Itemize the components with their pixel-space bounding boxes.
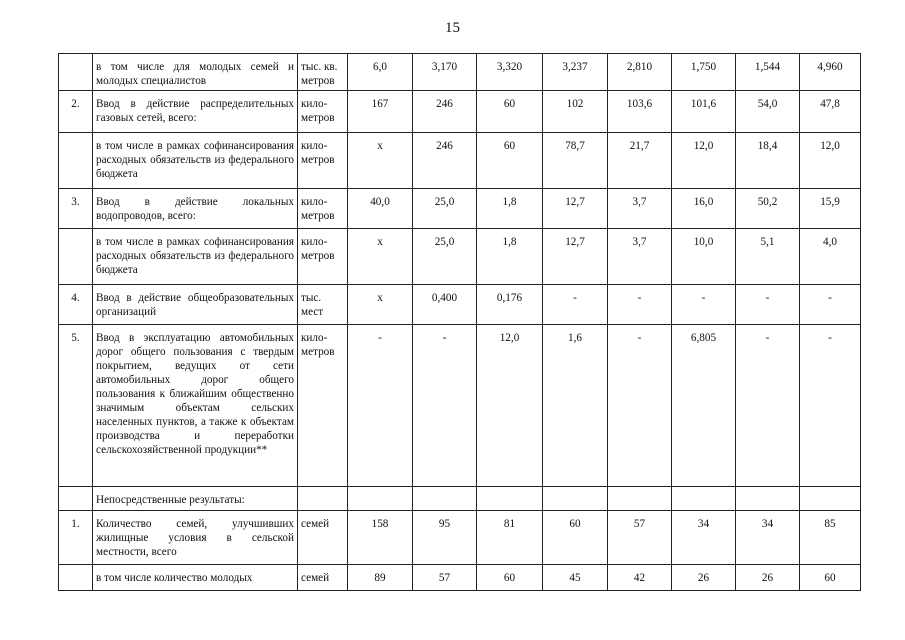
value-cell: 4,960	[800, 54, 861, 91]
value-cell: -	[413, 325, 477, 487]
value-cell: 15,9	[800, 189, 861, 229]
value-cell: 3,7	[608, 189, 672, 229]
value-cell: 0,400	[413, 285, 477, 325]
value-cell: 103,6	[608, 91, 672, 133]
value-cell: 5,1	[736, 229, 800, 285]
value-cell: 60	[800, 565, 861, 591]
value-cell: 0,176	[477, 285, 543, 325]
value-cell: х	[348, 229, 413, 285]
value-cell: 2,810	[608, 54, 672, 91]
unit-of-measure: семей	[298, 511, 348, 565]
value-cell: 60	[477, 91, 543, 133]
value-cell	[477, 487, 543, 511]
indicator-description: Непосредственные результаты:	[93, 487, 298, 511]
unit-of-measure: тыс. мест	[298, 285, 348, 325]
table-row	[59, 487, 861, 511]
row-number: 2.	[59, 91, 93, 133]
table-row	[59, 229, 861, 285]
value-cell: 1,750	[672, 54, 736, 91]
value-cell: 12,0	[800, 133, 861, 189]
indicator-description: в том числе для молодых семей и молодых специалистов	[93, 54, 298, 91]
value-cell: 4,0	[800, 229, 861, 285]
unit-of-measure: кило-метров	[298, 325, 348, 487]
value-cell: 78,7	[543, 133, 608, 189]
table-row	[59, 133, 861, 189]
table-row	[59, 565, 861, 591]
value-cell	[543, 487, 608, 511]
unit-of-measure: кило-метров	[298, 189, 348, 229]
unit-of-measure: кило-метров	[298, 91, 348, 133]
value-cell: 6,0	[348, 54, 413, 91]
unit-of-measure: кило-метров	[298, 229, 348, 285]
value-cell: -	[543, 285, 608, 325]
table-row	[59, 285, 861, 325]
value-cell: 167	[348, 91, 413, 133]
indicator-description: Ввод в действие распределительных газовых сетей, всего:	[93, 91, 298, 133]
value-cell: -	[800, 325, 861, 487]
row-number	[59, 133, 93, 189]
indicator-description: Ввод в действие общеобразовательных организаций	[93, 285, 298, 325]
value-cell: 60	[477, 133, 543, 189]
value-cell: -	[608, 325, 672, 487]
unit-of-measure	[298, 487, 348, 511]
value-cell	[348, 487, 413, 511]
value-cell: 3,320	[477, 54, 543, 91]
value-cell: х	[348, 133, 413, 189]
table-row	[59, 91, 861, 133]
value-cell	[736, 487, 800, 511]
row-number: 3.	[59, 189, 93, 229]
value-cell: 81	[477, 511, 543, 565]
value-cell: 50,2	[736, 189, 800, 229]
indicator-description: Ввод в эксплуатацию автомобильных дорог общего пользования с твердым покрытием, ведущих от сети автомобильных дорог общего пользования к ближайшим общественно значимым объектам сельских населенных пунктов, а также к объектам производства и переработки сельскохозяйственной продукции**	[93, 325, 298, 487]
value-cell: 34	[736, 511, 800, 565]
value-cell: -	[672, 285, 736, 325]
unit-of-measure: тыс. кв. метров	[298, 54, 348, 91]
value-cell: 45	[543, 565, 608, 591]
value-cell: 40,0	[348, 189, 413, 229]
value-cell: 60	[543, 511, 608, 565]
value-cell: 10,0	[672, 229, 736, 285]
value-cell: 26	[672, 565, 736, 591]
table-row	[59, 189, 861, 229]
indicator-description: Количество семей, улучшивших жилищные условия в сельской местности, всего	[93, 511, 298, 565]
value-cell: -	[608, 285, 672, 325]
value-cell: 54,0	[736, 91, 800, 133]
value-cell: 89	[348, 565, 413, 591]
value-cell: 57	[413, 565, 477, 591]
table-row	[59, 325, 861, 487]
value-cell: 12,7	[543, 189, 608, 229]
value-cell: 25,0	[413, 189, 477, 229]
indicator-description: в том числе в рамках софинансирования расходных обязательств из федерального бюджета	[93, 229, 298, 285]
indicator-description: в том числе количество молодых	[93, 565, 298, 591]
table-row	[59, 54, 861, 91]
value-cell	[672, 487, 736, 511]
page-number: 15	[445, 20, 460, 36]
row-number	[59, 565, 93, 591]
row-number	[59, 229, 93, 285]
value-cell: 21,7	[608, 133, 672, 189]
table-row	[59, 511, 861, 565]
value-cell: -	[800, 285, 861, 325]
unit-of-measure: семей	[298, 565, 348, 591]
value-cell: 101,6	[672, 91, 736, 133]
value-cell: 16,0	[672, 189, 736, 229]
value-cell: 3,237	[543, 54, 608, 91]
row-number: 5.	[59, 325, 93, 487]
unit-of-measure: кило-метров	[298, 133, 348, 189]
value-cell: 12,0	[477, 325, 543, 487]
row-number: 1.	[59, 511, 93, 565]
value-cell: 12,7	[543, 229, 608, 285]
value-cell: 1,544	[736, 54, 800, 91]
value-cell: 246	[413, 133, 477, 189]
value-cell: 57	[608, 511, 672, 565]
value-cell: 1,8	[477, 229, 543, 285]
value-cell: 102	[543, 91, 608, 133]
row-number	[59, 54, 93, 91]
value-cell: 42	[608, 565, 672, 591]
value-cell: 18,4	[736, 133, 800, 189]
value-cell: 26	[736, 565, 800, 591]
value-cell: 1,8	[477, 189, 543, 229]
value-cell: 246	[413, 91, 477, 133]
value-cell: 25,0	[413, 229, 477, 285]
value-cell: 47,8	[800, 91, 861, 133]
value-cell: х	[348, 285, 413, 325]
value-cell: 60	[477, 565, 543, 591]
indicator-description: Ввод в действие локальных водопроводов, всего:	[93, 189, 298, 229]
value-cell: 3,7	[608, 229, 672, 285]
value-cell	[413, 487, 477, 511]
value-cell: 3,170	[413, 54, 477, 91]
value-cell	[800, 487, 861, 511]
value-cell: 95	[413, 511, 477, 565]
value-cell: 1,6	[543, 325, 608, 487]
value-cell: 158	[348, 511, 413, 565]
row-number	[59, 487, 93, 511]
value-cell: 6,805	[672, 325, 736, 487]
row-number: 4.	[59, 285, 93, 325]
value-cell: 85	[800, 511, 861, 565]
value-cell: -	[348, 325, 413, 487]
value-cell: -	[736, 325, 800, 487]
value-cell: 12,0	[672, 133, 736, 189]
value-cell	[608, 487, 672, 511]
value-cell: 34	[672, 511, 736, 565]
data-table	[58, 53, 861, 591]
value-cell: -	[736, 285, 800, 325]
indicator-description: в том числе в рамках софинансирования расходных обязательств из федерального бюджета	[93, 133, 298, 189]
